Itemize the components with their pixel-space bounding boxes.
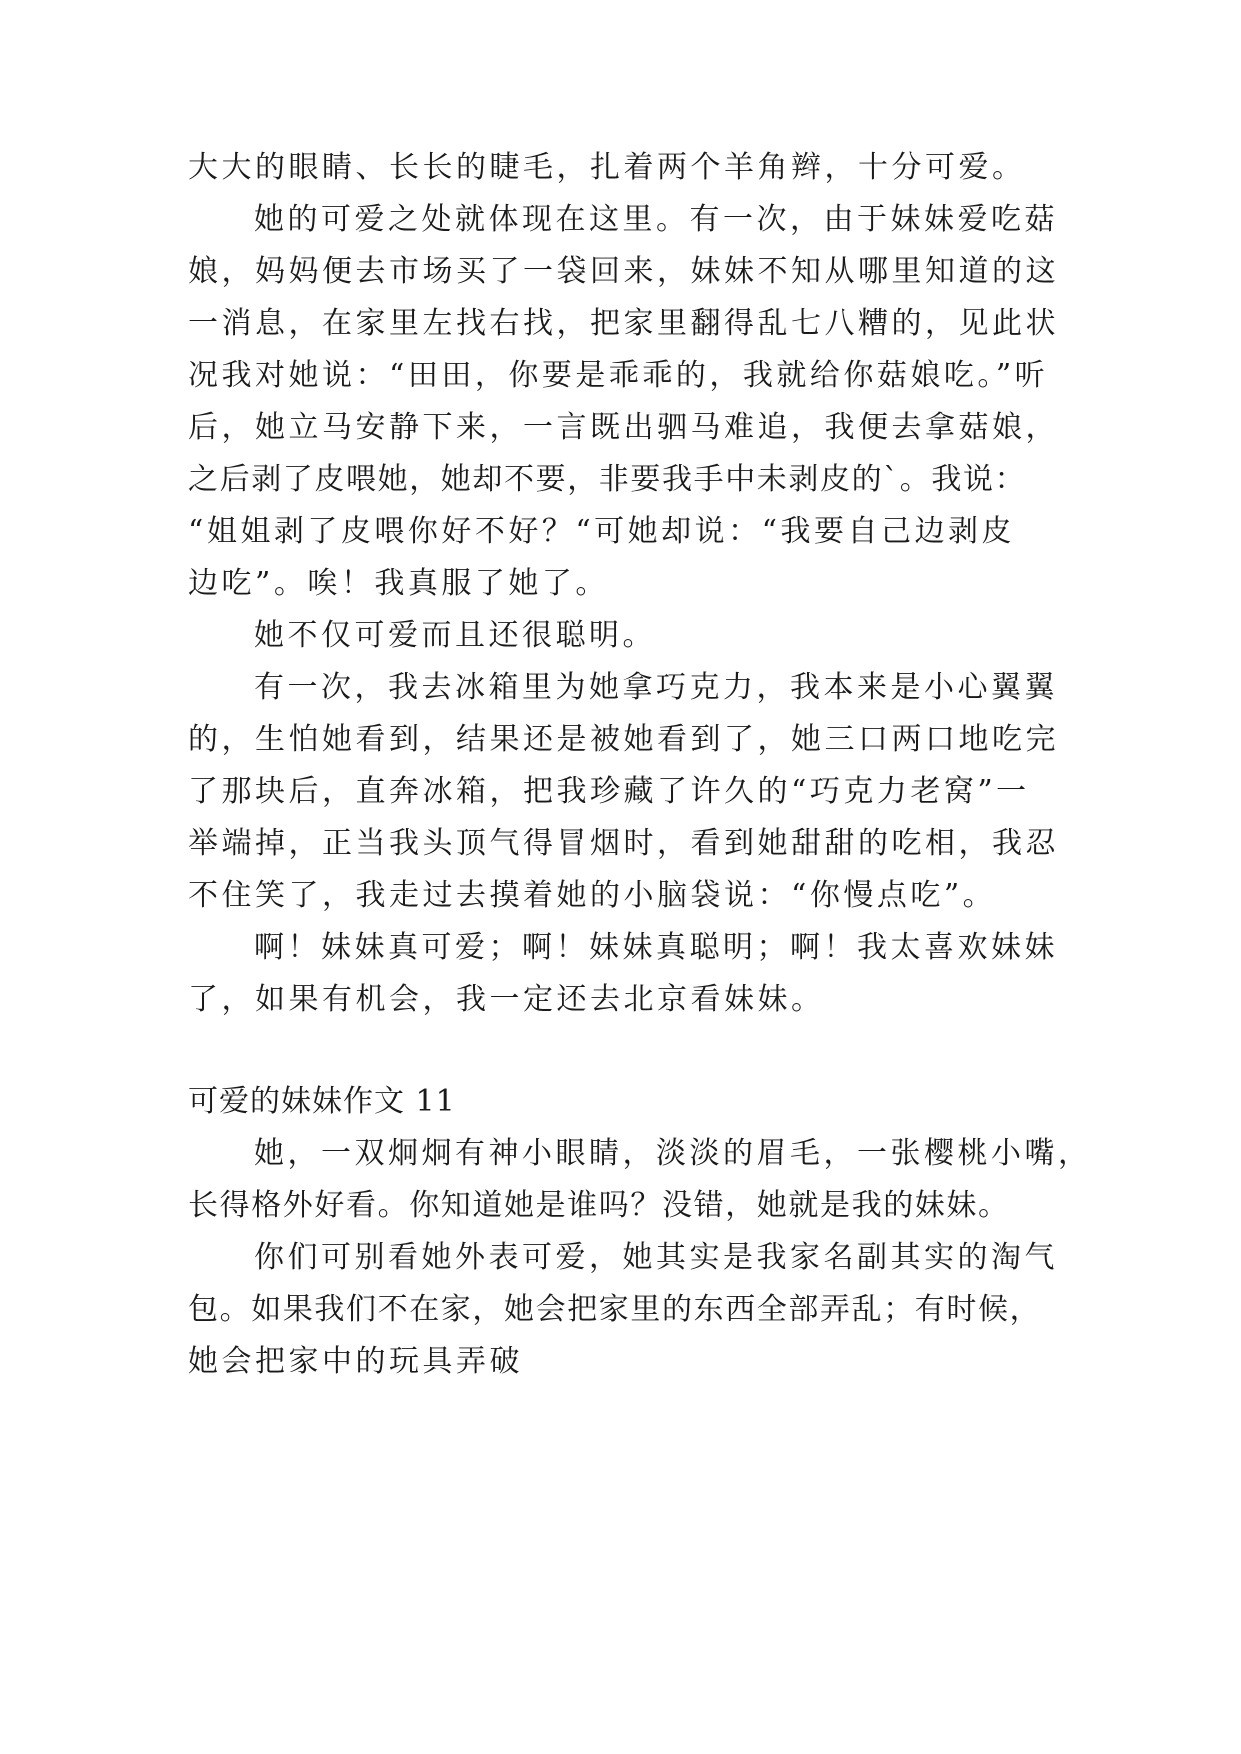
section-heading: 可爱的妹妹作文 11 <box>188 1084 456 1119</box>
text-line: 大大的眼睛、长长的睫毛，扎着两个羊角辫，十分可爱。 <box>188 150 1026 185</box>
text-line: 举端掉，正当我头顶气得冒烟时，看到她甜甜的吃相，我忍 <box>188 826 1059 861</box>
paragraph-start-line: 她，一双炯炯有神小眼睛，淡淡的眉毛，一张樱桃小嘴， <box>254 1136 1092 1171</box>
text-line: 了，如果有机会，我一定还去北京看妹妹。 <box>188 982 825 1017</box>
text-line: 后，她立马安静下来，一言既出驷马难追，我便去拿菇娘， <box>188 410 1059 445</box>
text-line: 的，生怕她看到，结果还是被她看到了，她三口两口地吃完 <box>188 722 1059 757</box>
text-line: 长得格外好看。你知道她是谁吗？没错，她就是我的妹妹。 <box>188 1188 1010 1223</box>
paragraph-start-line: 你们可别看她外表可爱，她其实是我家名副其实的淘气 <box>254 1240 1058 1275</box>
paragraph-start-line: 有一次，我去冰箱里为她拿巧克力，我本来是小心翼翼 <box>254 670 1058 705</box>
text-line: 况我对她说：“田田，你要是乖乖的，我就给你菇娘吃。”听 <box>188 358 1049 393</box>
text-line: 不住笑了，我走过去摸着她的小脑袋说：“你慢点吃”。 <box>188 878 997 913</box>
text-line: 之后剥了皮喂她，她却不要，非要我手中未剥皮的`。我说： <box>188 462 1027 497</box>
paragraph-start-line: 她不仅可爱而且还很聪明。 <box>254 618 656 653</box>
paragraph-start-line: 啊！妹妹真可爱；啊！妹妹真聪明；啊！我太喜欢妹妹 <box>254 930 1058 965</box>
text-line: 包。如果我们不在家，她会把家里的东西全部弄乱；有时候， <box>188 1292 1042 1327</box>
text-line: 娘，妈妈便去市场买了一袋回来，妹妹不知从哪里知道的这 <box>188 254 1059 289</box>
text-line: 她会把家中的玩具弄破 <box>188 1344 523 1379</box>
text-line: 边吃”。唉！我真服了她了。 <box>188 566 609 601</box>
text-line: “姐姐剥了皮喂你好不好？“可她却说：“我要自己边剥皮 <box>188 514 1016 549</box>
text-line: 了那块后，直奔冰箱，把我珍藏了许久的“巧克力老窝”一 <box>188 774 1030 809</box>
text-line: 一消息，在家里左找右找，把家里翻得乱七八糟的，见此状 <box>188 306 1059 341</box>
paragraph-start-line: 她的可爱之处就体现在这里。有一次，由于妹妹爱吃菇 <box>254 202 1058 237</box>
